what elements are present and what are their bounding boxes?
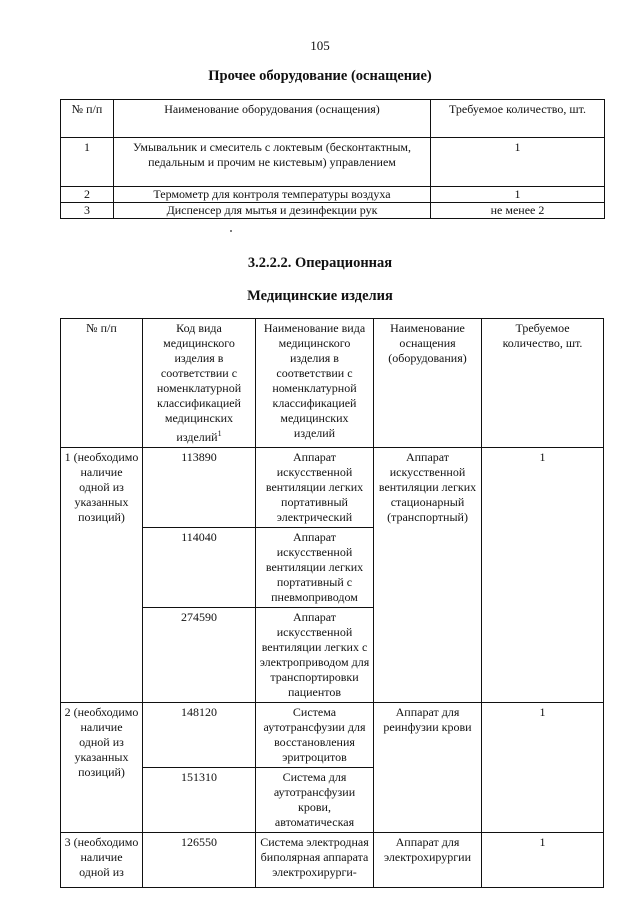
group-qty: 1	[482, 703, 604, 833]
row-num: 1	[61, 138, 114, 187]
item-code: 148120	[143, 703, 256, 768]
row-name: Умывальник и смеситель с локтевым (бесконтактным, педальным и прочим не кистевым) управлением	[114, 138, 431, 187]
table-row	[61, 833, 604, 888]
table-header-row	[61, 100, 605, 138]
item-code: 151310	[143, 768, 256, 833]
table-row	[61, 187, 605, 203]
item-code: 114040	[143, 528, 256, 608]
row-qty: не менее 2	[431, 203, 605, 219]
section-title-operating-room: 3.2.2.2. Операционная	[247, 255, 393, 271]
header-num: № п/п	[61, 100, 114, 138]
header-equipment-name: Наименование оборудования (оснащения)	[114, 100, 431, 138]
scan-speck	[230, 230, 232, 232]
item-kind: Аппарат искусственной вентиляции легких портативный с пневмоприводом	[256, 528, 374, 608]
item-kind: Аппарат искусственной вентиляции легких с электроприводом для транспортировки пациентов	[256, 608, 374, 703]
group-qty: 1	[482, 833, 604, 888]
group-equipment: Аппарат для реинфузии крови	[374, 703, 482, 833]
medical-devices-table	[60, 318, 604, 888]
page-number: 105	[310, 38, 330, 53]
header-num: № п/п	[61, 319, 143, 448]
header-kind: Наименование вида медицинского изделия в соответствии с номенклатурной классификацией медицинских изделий	[256, 319, 374, 448]
table-row	[61, 703, 604, 768]
header-code-text: Код вида медицинского изделия в соответствии с номенклатурной классификацией медицинских изделий	[156, 321, 242, 444]
row-qty: 1	[431, 138, 605, 187]
item-code: 113890	[143, 448, 256, 528]
item-kind: Аппарат искусственной вентиляции легких портативный электрический	[256, 448, 374, 528]
group-equipment: Аппарат для электрохирургии	[374, 833, 482, 888]
group-num: 1 (необходимо наличие одной из указанных позиций)	[61, 448, 143, 703]
header-equipment: Наименование оснащения (оборудования)	[374, 319, 482, 448]
item-code: 274590	[143, 608, 256, 703]
group-num: 3 (необходимо наличие одной из	[61, 833, 143, 888]
table-row	[61, 138, 605, 187]
row-num: 2	[61, 187, 114, 203]
item-code: 126550	[143, 833, 256, 888]
group-qty: 1	[482, 448, 604, 703]
row-qty: 1	[431, 187, 605, 203]
item-kind: Система аутотрансфузии для восстановления эритроцитов	[256, 703, 374, 768]
header-quantity: Требуемое количество, шт.	[482, 319, 604, 448]
header-quantity: Требуемое количество, шт.	[431, 100, 605, 138]
table-header-row	[61, 319, 604, 448]
item-kind: Система электродная биполярная аппарата электрохирурги-	[256, 833, 374, 888]
row-name: Термометр для контроля температуры воздуха	[114, 187, 431, 203]
header-code	[143, 319, 256, 448]
group-equipment: Аппарат искусственной вентиляции легких стационарный (транспортный)	[374, 448, 482, 703]
table-row	[61, 203, 605, 219]
section-subtitle-medical-devices: Медицинские изделия	[247, 288, 393, 304]
other-equipment-table	[60, 99, 605, 219]
footnote-mark: 1	[217, 429, 222, 438]
row-num: 3	[61, 203, 114, 219]
group-num: 2 (необходимо наличие одной из указанных позиций)	[61, 703, 143, 833]
row-name: Диспенсер для мытья и дезинфекции рук	[114, 203, 431, 219]
item-kind: Система для аутотрансфузии крови, автоматическая	[256, 768, 374, 833]
table-row	[61, 448, 604, 528]
section-title-other-equipment: Прочее оборудование (оснащение)	[208, 68, 432, 84]
